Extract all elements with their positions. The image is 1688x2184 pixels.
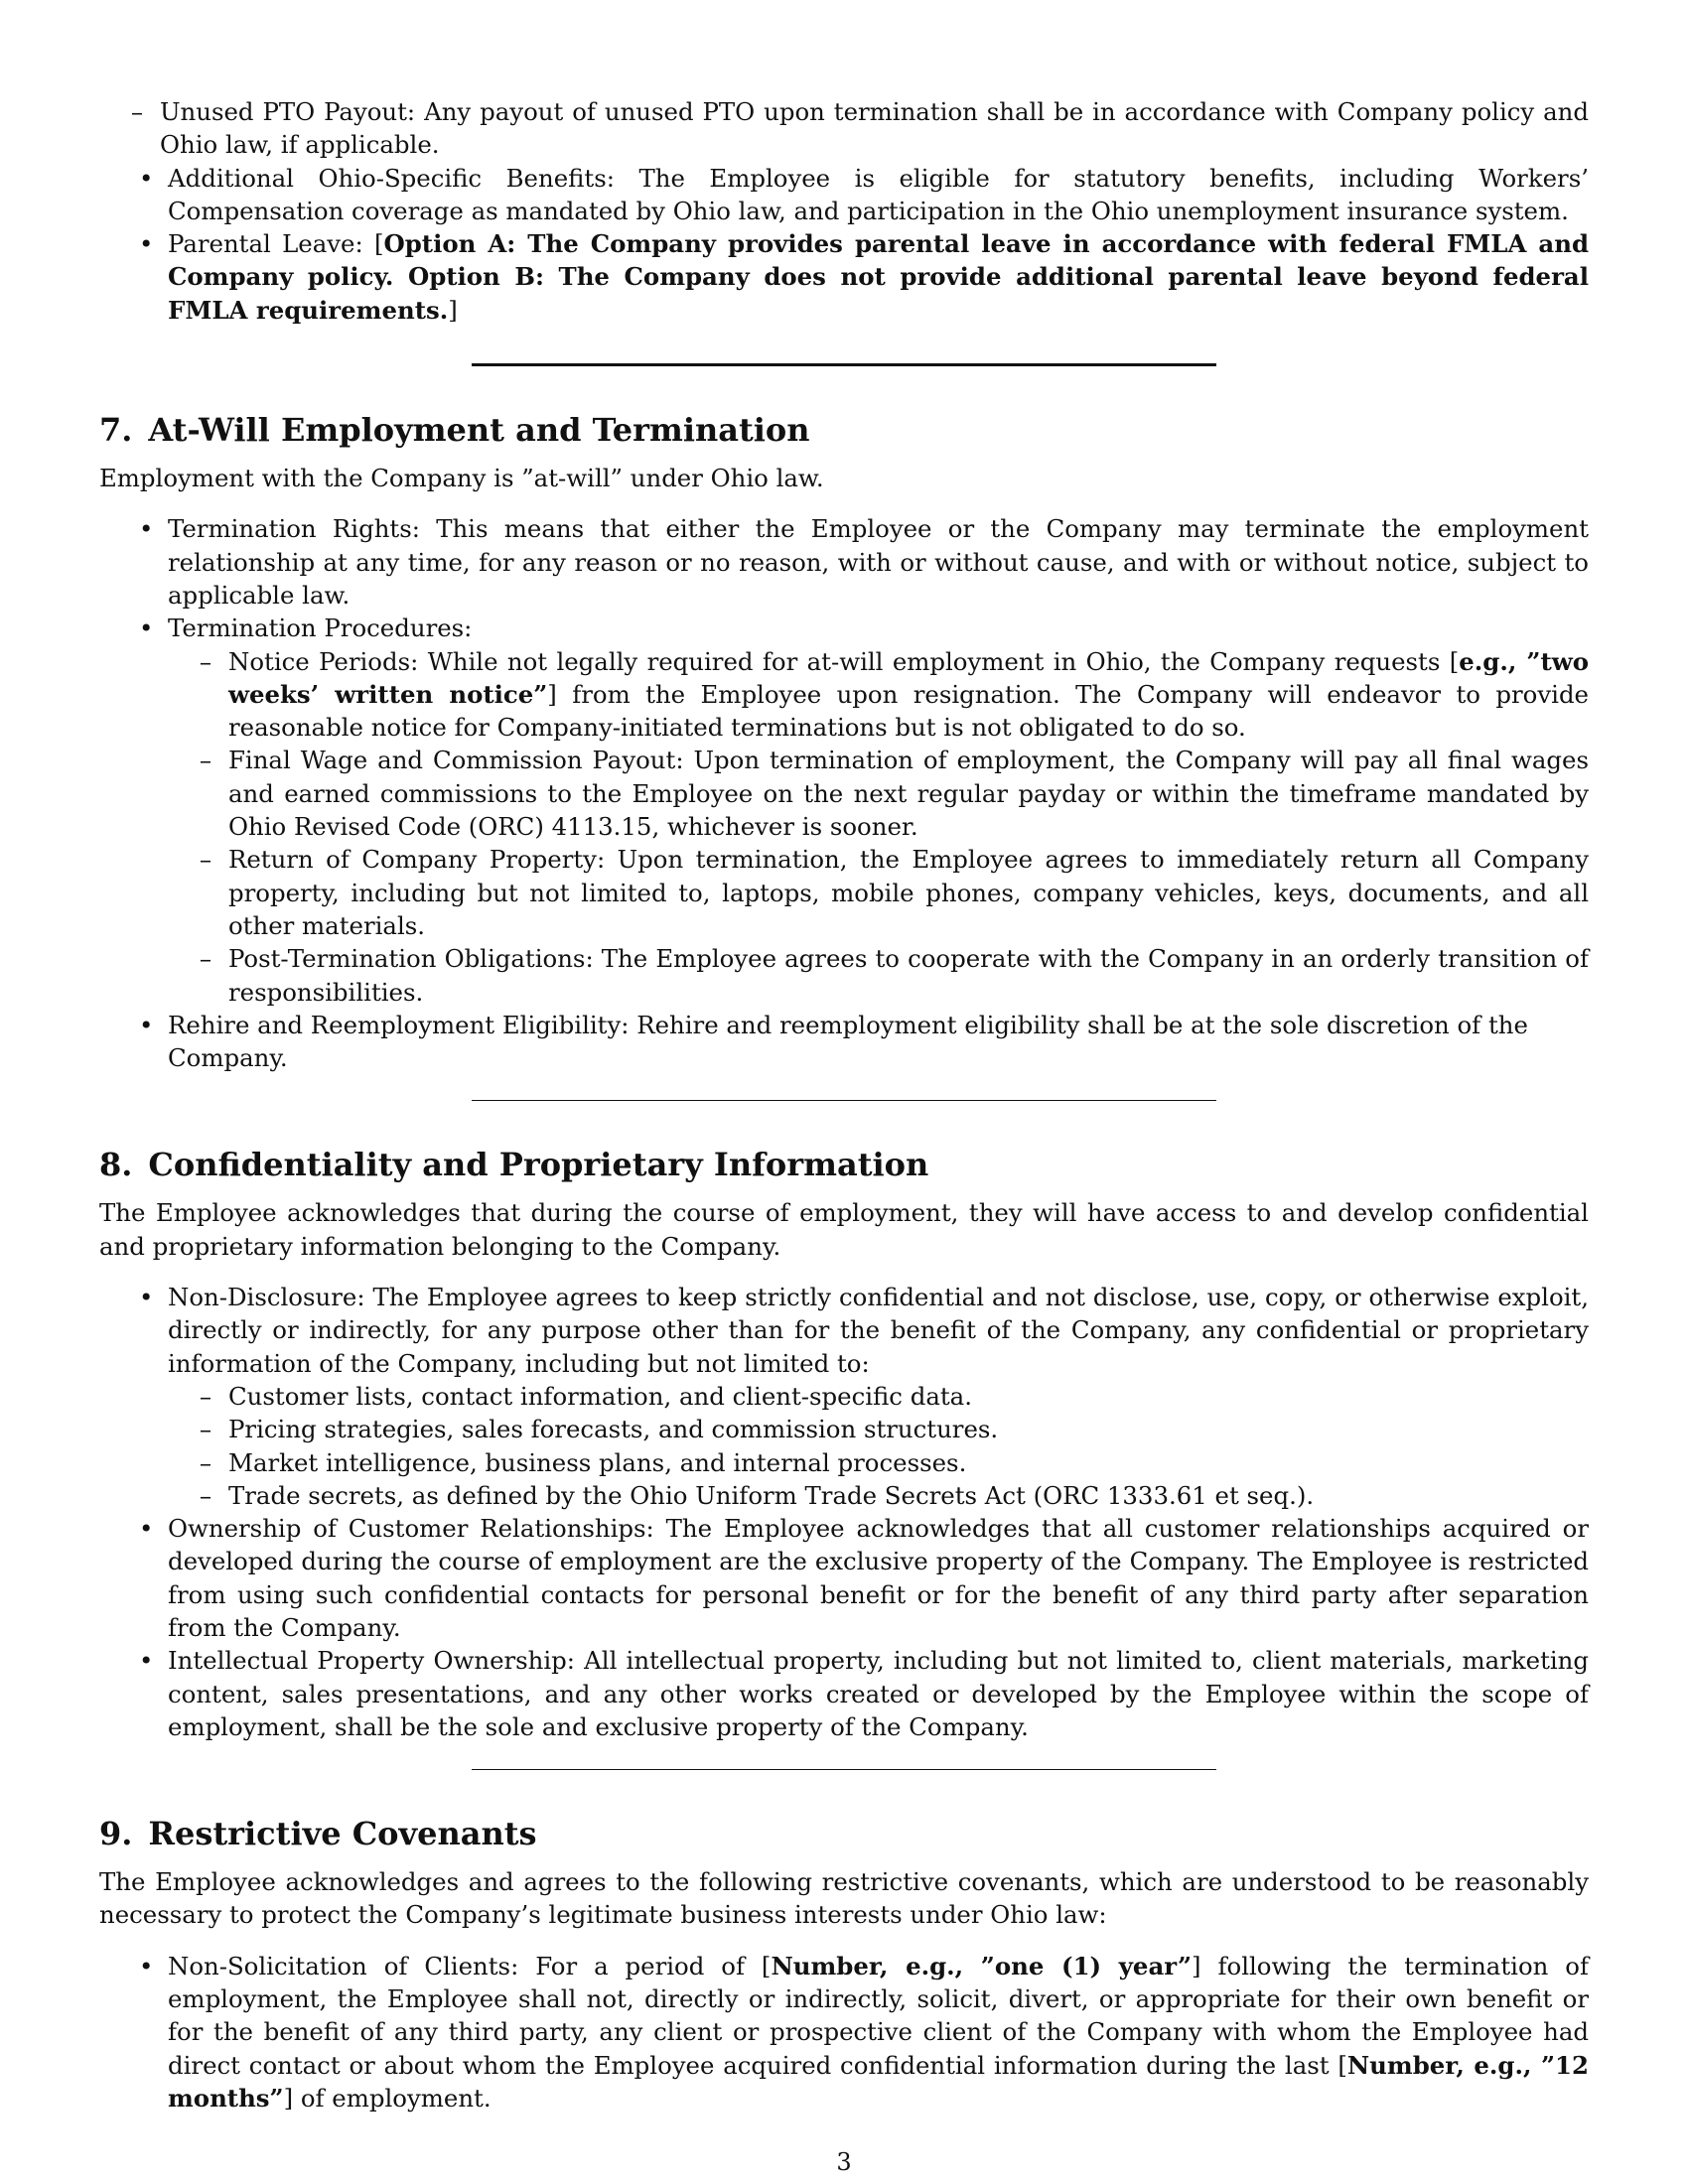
pto-payout-text: Unused PTO Payout: Any payout of unused PTO upon termination shall be in accordance with Company policy and Ohio law, if applicable. xyxy=(160,97,1589,160)
section-number: 7. xyxy=(99,411,133,450)
rehire-text: Rehire and Reemployment Eligibility: Rehire and reemployment eligibility shall be at the sole discretion of the Company. xyxy=(168,1010,1528,1073)
section-8-list xyxy=(99,1281,1589,1743)
confidential-info-sublist xyxy=(99,1380,1589,1512)
bullet: • xyxy=(139,1514,154,1544)
post-termination-item xyxy=(168,942,1589,1009)
non-solicitation-period: Number, e.g., ”one (1) year” xyxy=(771,1951,1193,1980)
section-divider xyxy=(472,363,1216,366)
dash-bullet: – xyxy=(199,1381,212,1411)
section-9-intro: The Employee acknowledges and agrees to the following restrictive covenants, which are understood to be reasonably necessary to protect the Company’s legitimate business interests under Ohio law: xyxy=(99,1867,1589,1930)
dash-bullet: – xyxy=(199,845,212,875)
final-wage-item xyxy=(168,744,1589,843)
section-7-intro: Employment with the Company is ”at-will” under Ohio law. xyxy=(99,464,824,493)
bullet: • xyxy=(139,614,154,643)
notice-periods-text-b: ] from the Employee upon resignation. The Company will endeavor to provide reasonable notice for Company-initiated terminations but is not obligated to do so. xyxy=(228,679,1589,743)
non-solicitation-text-a: Non-Solicitation of Clients: For a period of [ xyxy=(168,1951,772,1980)
non-solicitation-lookback: Number, e.g., ”12 months” xyxy=(168,2050,1589,2113)
section-divider xyxy=(472,1100,1216,1101)
post-termination-text: Post-Termination Obligations: The Employee agrees to cooperate with the Company in an orderly transition of responsibilities. xyxy=(228,944,1589,1007)
ohio-benefits-item xyxy=(99,162,1589,228)
confidential-info-item: Customer lists, contact information, and client-specific data. xyxy=(228,1381,972,1411)
notice-periods-text-a: Notice Periods: While not legally required for at-will employment in Ohio, the Company requests [ xyxy=(228,646,1460,676)
confidential-info-item: Market intelligence, business plans, and internal processes. xyxy=(228,1447,967,1477)
section-number: 8. xyxy=(99,1146,133,1184)
list-item xyxy=(168,1380,1589,1413)
non-solicitation-text-c: ] of employment. xyxy=(283,2083,492,2113)
ip-ownership-text: Intellectual Property Ownership: All intellectual property, including but not limited to, client materials, marketing content, sales presentations, and any other works created or developed by the Employee within the scope of employment, shall be the sole and exclusive property of the Company. xyxy=(168,1646,1589,1741)
bullet: • xyxy=(139,1010,154,1039)
termination-procedures-item xyxy=(99,612,1589,1009)
bullet: • xyxy=(139,163,154,193)
page-number: 3 xyxy=(836,2148,852,2176)
return-property-item xyxy=(168,843,1589,942)
section-7-list xyxy=(99,512,1589,1074)
section-9-heading xyxy=(99,1814,1589,1853)
dash-bullet: – xyxy=(199,1415,212,1444)
section-number: 9. xyxy=(99,1815,133,1853)
pto-payout-item xyxy=(99,95,1589,162)
bullet: • xyxy=(139,1283,154,1312)
dash-bullet: – xyxy=(199,746,212,775)
ip-ownership-item xyxy=(99,1644,1589,1743)
list-item xyxy=(99,95,1589,162)
document-page xyxy=(99,95,1589,2115)
section-8-intro: The Employee acknowledges that during the course of employment, they will have access to and develop confidential and proprietary information belonging to the Company. xyxy=(99,1198,1589,1261)
benefits-list xyxy=(99,95,1589,327)
parental-leave-options: Option A: The Company provides parental leave in accordance with federal FMLA and Company policy. Option B: The Company does not provide additional parental leave beyond federal FMLA requirements. xyxy=(168,229,1589,325)
section-7-heading xyxy=(99,410,1589,450)
procedures-sublist xyxy=(99,645,1589,1009)
pto-sublist xyxy=(99,95,1589,162)
parental-leave-item xyxy=(99,227,1589,327)
termination-rights-text: Termination Rights: This means that either the Employee or the Company may terminate the employment relationship at any time, for any reason or no reason, with or without cause, and with or without notice, subject to applicable law. xyxy=(168,514,1589,610)
notice-periods-placeholder: e.g., ”two weeks’ written notice” xyxy=(228,646,1589,709)
non-solicitation-item xyxy=(99,1950,1589,2115)
dash-bullet: – xyxy=(199,646,212,676)
dash-bullet: – xyxy=(199,1480,212,1510)
section-9-list xyxy=(99,1950,1589,2115)
section-8-heading xyxy=(99,1145,1589,1184)
section-divider xyxy=(472,1769,1216,1770)
return-property-text: Return of Company Property: Upon termination, the Employee agrees to immediately return all Company property, including but not limited to, laptops, mobile phones, company vehicles, keys, documents, and all other materials. xyxy=(228,845,1589,940)
section-title: Confidentiality and Proprietary Information xyxy=(148,1146,929,1184)
list-item xyxy=(168,1413,1589,1445)
bullet: • xyxy=(139,1951,154,1980)
section-title: At-Will Employment and Termination xyxy=(148,411,810,450)
final-wage-text: Final Wage and Commission Payout: Upon termination of employment, the Company will pay all final wages and earned commissions to the Employee on the next regular payday or within the timeframe mandated by Ohio Revised Code (ORC) 4113.15, whichever is sooner. xyxy=(228,746,1589,842)
bullet: • xyxy=(139,1646,154,1676)
dash-bullet: – xyxy=(130,97,144,126)
non-disclosure-text: Non-Disclosure: The Employee agrees to keep strictly confidential and not disclose, use, copy, or otherwise exploit, directly or indirectly, for any purpose other than for the benefit of the Company, any confidential or proprietary information of the Company, including but not limited to: xyxy=(168,1283,1589,1378)
dash-bullet: – xyxy=(199,944,212,974)
parental-leave-suffix: ] xyxy=(448,295,458,325)
section-title: Restrictive Covenants xyxy=(148,1815,537,1853)
customer-relationships-text: Ownership of Customer Relationships: The Employee acknowledges that all customer relationships acquired or developed during the course of employment are the exclusive property of the Company. The Employee is restricted from using such confidential contacts for personal benefit or for the benefit of any third party after separation from the Company. xyxy=(168,1514,1589,1642)
termination-rights-item xyxy=(99,512,1589,612)
parental-leave-prefix: Parental Leave: [ xyxy=(168,229,384,259)
bullet: • xyxy=(139,229,154,259)
ohio-benefits-text: Additional Ohio-Specific Benefits: The Employee is eligible for statutory benefits, including Workers’ Compensation coverage as mandated by Ohio law, and participation in the Ohio unemployment insurance system. xyxy=(168,163,1589,225)
confidential-info-item: Pricing strategies, sales forecasts, and commission structures. xyxy=(228,1415,999,1444)
non-solicitation-text-b: ] following the termination of employment, the Employee shall not, directly or indirectly, solicit, divert, or appropriate for their own benefit or for the benefit of any third party, any client or prospective client of the Company with whom the Employee had direct contact or about whom the Employee acquired confidential information during the last [ xyxy=(168,1951,1589,2080)
list-item xyxy=(168,1446,1589,1479)
list-item xyxy=(168,1479,1589,1512)
termination-procedures-text: Termination Procedures: xyxy=(168,614,473,643)
confidential-info-item: Trade secrets, as defined by the Ohio Uniform Trade Secrets Act (ORC 1333.61 et seq.). xyxy=(228,1480,1315,1510)
notice-periods-item xyxy=(168,645,1589,745)
rehire-item xyxy=(99,1009,1589,1075)
dash-bullet: – xyxy=(199,1447,212,1477)
bullet: • xyxy=(139,514,154,544)
customer-relationships-item xyxy=(99,1512,1589,1644)
non-disclosure-item xyxy=(99,1281,1589,1512)
